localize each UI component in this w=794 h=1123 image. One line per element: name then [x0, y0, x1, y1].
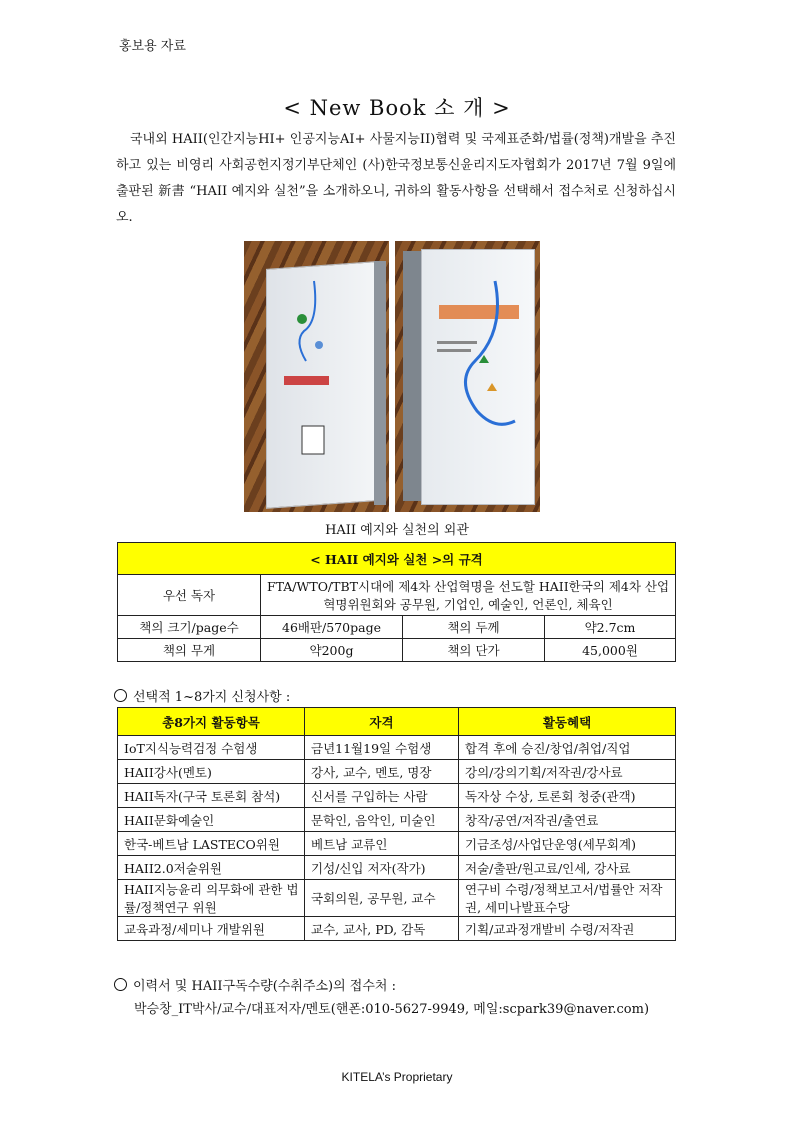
benefit-cell: 합격 후에 승진/창업/취업/직업 [459, 736, 676, 760]
spec-title: < HAII 예지와 실천 >의 규격 [118, 543, 676, 575]
table-row [118, 808, 676, 832]
spec-table [117, 542, 676, 662]
table-row [118, 856, 676, 880]
activities-table [117, 707, 676, 941]
readers-value: FTA/WTO/TBT시대에 제4차 산업혁명을 선도할 HAII한국의 제4차 산업혁명위원회와 공무원, 기업인, 예술인, 언론인, 체육인 [261, 575, 676, 616]
activity-cell: IoT지식능력검정 수험생 [118, 736, 305, 760]
weight-value: 약200g [261, 639, 403, 662]
col-header-benefit: 활동혜택 [459, 708, 676, 736]
size-value: 46배판/570page [261, 616, 403, 639]
thickness-value: 약2.7cm [545, 616, 676, 639]
col-header-qualification: 자격 [305, 708, 459, 736]
size-label: 책의 크기/page수 [118, 616, 261, 639]
book-photos [244, 241, 540, 512]
weight-label: 책의 무게 [118, 639, 261, 662]
activity-cell: HAII독자(구국 토론회 참석) [118, 784, 305, 808]
activity-cell: 교육과정/세미나 개발위원 [118, 917, 305, 941]
benefit-cell: 기금조성/사업단운영(세무회계) [459, 832, 676, 856]
benefit-cell: 기획/교과정개발비 수령/저작권 [459, 917, 676, 941]
table-row [118, 917, 676, 941]
activity-cell: HAII문화예술인 [118, 808, 305, 832]
qualification-cell: 교수, 교사, PD, 감독 [305, 917, 459, 941]
qualification-cell: 강사, 교수, 멘토, 명장 [305, 760, 459, 784]
page-title: < New Book 소 개 > [283, 96, 511, 120]
contact-heading-text: 이력서 및 HAII구독수량(수취주소)의 접수처 : [133, 979, 396, 994]
selection-heading-text: 선택적 1~8가지 신청사항 : [133, 690, 291, 705]
table-row [118, 736, 676, 760]
selection-heading [114, 686, 290, 705]
document-label: 홍보용 자료 [119, 39, 186, 54]
circle-bullet-icon [114, 978, 127, 991]
benefit-cell: 강의/강의기획/저작권/강사료 [459, 760, 676, 784]
col-header-activity: 총8가지 활동항목 [118, 708, 305, 736]
benefit-cell: 연구비 수령/정책보고서/법률안 저작권, 세미나발표수당 [459, 880, 676, 917]
intro-paragraph: 국내외 HAII(인간지능HI+ 인공지능AI+ 사물지능II)협력 및 국제표준화/법률(정책)개발을 추진하고 있는 비영리 사회공헌지정기부단체인 (사)한국정보통신윤리지도자협회가 2017년 7월 9일에 출판된 新書 “HAII 예지와 실천”을 소개하오니, 귀하의 활동사항을 선택해서 접수처로 신청하십시오. [116, 132, 676, 225]
benefit-cell: 저술/출판/원고료/인세, 강사료 [459, 856, 676, 880]
activity-cell: HAII2.0저술위원 [118, 856, 305, 880]
contact-line: 박승창_IT박사/교수/대표저자/멘토(핸폰:010-5627-9949, 메일:scpark39@naver.com) [134, 1002, 650, 1017]
price-label: 책의 단가 [403, 639, 545, 662]
qualification-cell: 기성/신입 저자(작가) [305, 856, 459, 880]
price-value: 45,000원 [545, 639, 676, 662]
table-row [118, 784, 676, 808]
cover-graphic [244, 241, 389, 512]
circle-bullet-icon [114, 689, 127, 702]
table-row [118, 880, 676, 917]
activity-cell: HAII지능윤리 의무화에 관한 법률/정책연구 위원 [118, 880, 305, 917]
footer-proprietary: KITELA’s Proprietary [341, 1070, 453, 1084]
contact-heading [114, 975, 396, 994]
thickness-label: 책의 두께 [403, 616, 545, 639]
qualification-cell: 신서를 구입하는 사람 [305, 784, 459, 808]
book-photo-front [395, 241, 540, 512]
table-row [118, 832, 676, 856]
cover-title-graphic [395, 241, 540, 512]
benefit-cell: 독자상 수상, 토론회 청중(관객) [459, 784, 676, 808]
qualification-cell: 국회의원, 공무원, 교수 [305, 880, 459, 917]
benefit-cell: 창작/공연/저작권/출연료 [459, 808, 676, 832]
readers-label: 우선 독자 [118, 575, 261, 616]
activity-cell: 한국-베트남 LASTECO위원 [118, 832, 305, 856]
activity-cell: HAII강사(멘토) [118, 760, 305, 784]
table-row [118, 760, 676, 784]
qualification-cell: 금년11월19일 수험생 [305, 736, 459, 760]
photo-caption: HAII 예지와 실천의 외관 [325, 523, 469, 538]
qualification-cell: 문학인, 음악인, 미술인 [305, 808, 459, 832]
book-photo-back [244, 241, 389, 512]
qualification-cell: 베트남 교류인 [305, 832, 459, 856]
